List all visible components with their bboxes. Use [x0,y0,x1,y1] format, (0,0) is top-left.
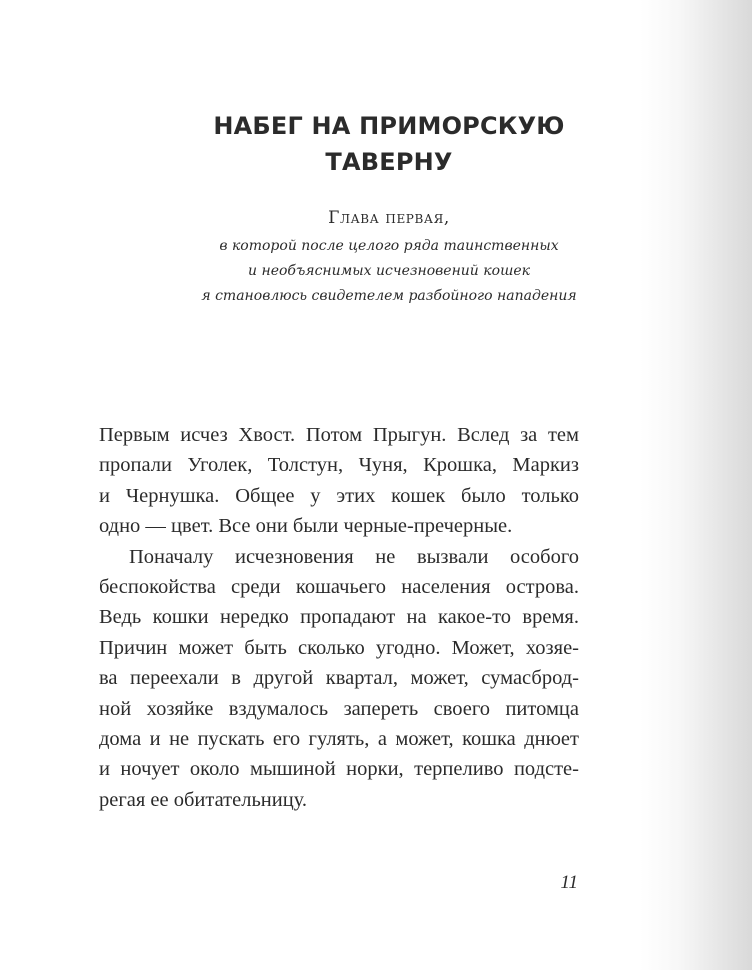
body-line: регая ее обитательницу. [99,788,308,811]
subtitle-line: в которой после целого ряда таинственных [219,238,559,254]
body-line: ной хозяйке вздумалось запереть своего питомца [99,697,579,720]
body-line: Поначалу исчезновения не вызвали особого [129,545,579,568]
body-line: Причин может быть сколько угодно. Может, хозяе- [99,636,579,659]
chapter-label: Глава первая, [328,208,450,228]
chapter-subtitle [100,234,678,309]
chapter-title [100,108,678,180]
body-line: ва переехали в другой квартал, может, сумасброд- [99,667,579,690]
page-number: 11 [560,872,578,893]
subtitle-line: я становлюсь свидетелем разбойного нападения [201,288,577,304]
body-line: дома и не пускать его гулять, а может, кошка днюет [99,728,579,751]
body-line: пропали Уголек, Толстун, Чуня, Крошка, Маркиз [99,454,579,477]
body-line: беспокойства среди кошачьего населения острова. [99,576,579,599]
body-line: и ночует около мышиной норки, терпеливо подсте- [99,758,579,781]
chapter-title-line: НАБЕГ НА ПРИМОРСКУЮ [213,112,565,140]
body-line: одно — цвет. Все они были черные-пречерные. [99,515,513,538]
body-line: Первым исчез Хвост. Потом Прыгун. Вслед за тем [99,424,579,446]
chapter-title-line: ТАВЕРНУ [325,148,453,176]
body-text [99,420,579,815]
body-line: Ведь кошки нередко пропадают на какое-то время. [99,606,579,629]
subtitle-line: и необъяснимых исчезновений кошек [248,263,530,279]
body-line: и Чернушка. Общее у этих кошек было только [99,484,579,507]
